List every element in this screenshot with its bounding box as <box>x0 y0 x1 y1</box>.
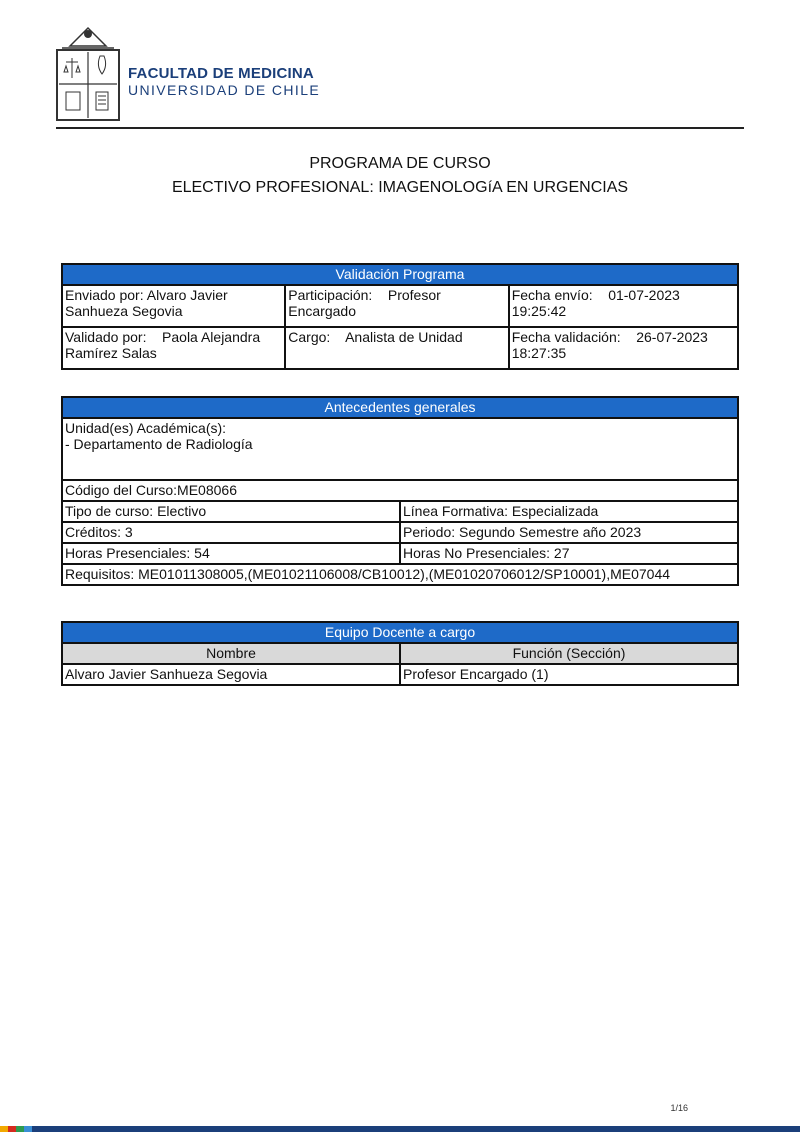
column-header-name: Nombre <box>62 643 400 664</box>
university-seal-icon <box>56 18 120 122</box>
academic-units-cell <box>62 418 738 480</box>
logo-line-faculty: FACULTAD DE MEDICINA <box>128 65 314 82</box>
footer-bar-segment <box>0 1126 8 1132</box>
sent-date-cell <box>509 285 738 327</box>
footer-color-bar <box>0 1126 800 1132</box>
requirements: Requisitos: ME01011308005,(ME01021106008/CB10012),(ME01020706012/SP10001),ME07044 <box>62 564 738 585</box>
footer-bar-segment <box>16 1126 24 1132</box>
logo-line-university: UNIVERSIDAD DE CHILE <box>128 81 321 98</box>
validation-heading: Validación Programa <box>62 264 738 285</box>
sent-date-value: 01-07-2023 19:25:42 <box>511 287 680 319</box>
participation-label: Participación: <box>288 287 373 303</box>
sent-by-label: Enviado por: <box>65 287 144 303</box>
validation-date-cell <box>509 327 738 369</box>
participation-cell <box>285 285 508 327</box>
validated-by-value: Paola Alejandra Ramírez Salas <box>65 329 261 361</box>
remote-hours: Horas No Presenciales: 27 <box>400 543 738 564</box>
credits: Créditos: 3 <box>62 522 400 543</box>
title-line-program: PROGRAMA DE CURSO <box>309 155 491 172</box>
validation-table <box>61 263 739 370</box>
position-cell <box>285 327 508 369</box>
training-line: Línea Formativa: Especializada <box>400 501 738 522</box>
course-type: Tipo de curso: Electivo <box>62 501 400 522</box>
teacher-role: Profesor Encargado (1) <box>400 664 738 685</box>
period: Periodo: Segundo Semestre año 2023 <box>400 522 738 543</box>
sent-date-label: Fecha envío: <box>511 287 593 303</box>
header-divider <box>56 127 744 129</box>
faculty-logo-text <box>128 66 320 98</box>
academic-units-value: - Departamento de Radiología <box>65 436 253 452</box>
validated-by-cell <box>62 327 285 369</box>
teacher-name: Alvaro Javier Sanhueza Segovia <box>62 664 400 685</box>
general-info-heading: Antecedentes generales <box>62 397 738 418</box>
teaching-team-table <box>61 621 739 686</box>
validation-date-label: Fecha validación: <box>511 329 621 345</box>
participation-value: Profesor Encargado <box>288 287 441 319</box>
column-header-role: Función (Sección) <box>400 643 738 664</box>
footer-bar-segment <box>24 1126 32 1132</box>
table-row <box>62 664 738 685</box>
validation-date-value: 26-07-2023 18:27:35 <box>511 329 708 361</box>
teaching-team-heading: Equipo Docente a cargo <box>62 622 738 643</box>
sent-by-cell <box>62 285 285 327</box>
in-person-hours: Horas Presenciales: 54 <box>62 543 400 564</box>
footer-bar-segment <box>8 1126 16 1132</box>
page-number: 1/16 <box>670 1103 688 1113</box>
academic-units-label: Unidad(es) Académica(s): <box>65 420 227 436</box>
validated-by-label: Validado por: <box>65 329 147 345</box>
document-title <box>0 152 800 200</box>
position-value: Analista de Unidad <box>345 329 463 345</box>
title-line-course: ELECTIVO PROFESIONAL: IMAGENOLOGíA EN URGENCIAS <box>171 179 629 196</box>
course-code: Código del Curso:ME08066 <box>62 480 738 501</box>
general-info-table <box>61 396 739 586</box>
sent-by-value: Alvaro Javier Sanhueza Segovia <box>65 287 228 319</box>
position-label: Cargo: <box>288 329 331 345</box>
